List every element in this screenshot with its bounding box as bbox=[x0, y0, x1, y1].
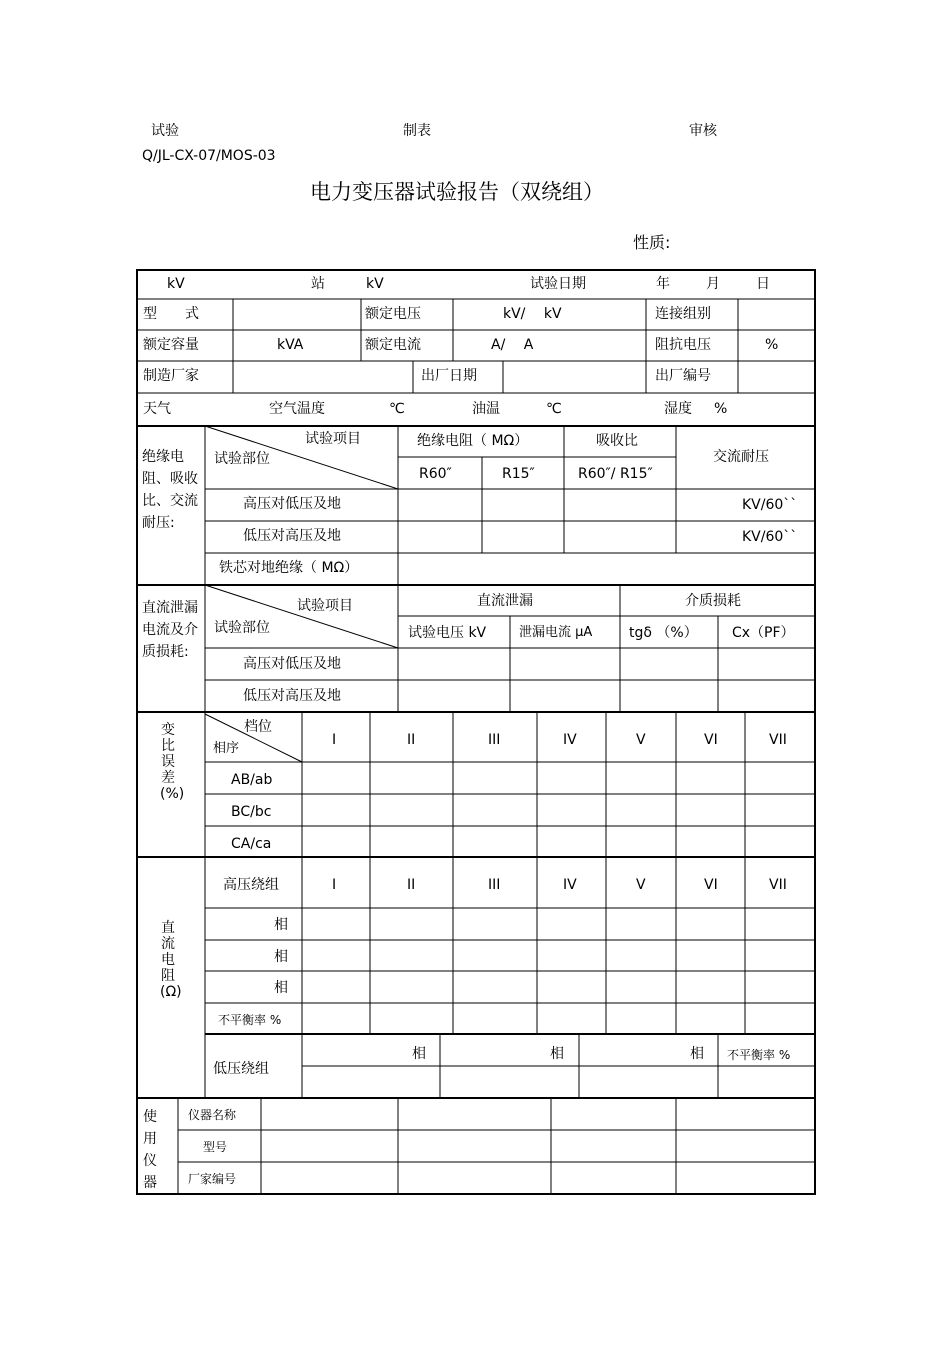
tap-VII: VII bbox=[769, 732, 787, 748]
insulation-hv-kv60: KV/60`` bbox=[742, 497, 798, 513]
instrument-serial-label: 厂家编号 bbox=[188, 1172, 237, 1186]
instrument-model-label: 型号 bbox=[203, 1140, 228, 1154]
r60-header: R60″ bbox=[419, 466, 452, 482]
oil-temp-unit: ℃ bbox=[546, 401, 562, 417]
ratio-row-ab: AB/ab bbox=[231, 772, 273, 788]
rated-current-label: 额定电流 bbox=[365, 337, 421, 353]
ratio-error-section-label: 变比误差(%) bbox=[160, 722, 185, 802]
day-label: 日 bbox=[756, 276, 770, 292]
r15-header: R15″ bbox=[502, 466, 535, 482]
ac-withstand-header: 交流耐压 bbox=[713, 449, 769, 465]
rated-capacity-unit: kVA bbox=[277, 337, 304, 353]
insulation-part-header: 试验部位 bbox=[214, 451, 270, 467]
page-title: 电力变压器试验报告（双绕组） bbox=[310, 180, 604, 204]
leakage-section-label: 直流泄漏电流及介质损耗: bbox=[142, 600, 198, 660]
dc-tap-IV: IV bbox=[563, 877, 577, 893]
impedance-voltage-label: 阻抗电压 bbox=[655, 337, 711, 353]
tap-II: II bbox=[407, 732, 416, 748]
instrument-name-label: 仪器名称 bbox=[188, 1108, 237, 1122]
oil-temp-label: 油温 bbox=[472, 401, 500, 417]
dc-tap-VII: VII bbox=[769, 877, 787, 893]
tap-I: I bbox=[332, 732, 337, 748]
rated-capacity-label: 额定容量 bbox=[143, 337, 199, 353]
air-temp-label: 空气温度 bbox=[269, 401, 325, 417]
leakage-hv-to-lv: 高压对低压及地 bbox=[243, 656, 341, 672]
leak-current-header: 泄漏电流 μA bbox=[519, 625, 593, 640]
ratio-row-ca: CA/ca bbox=[231, 836, 272, 852]
leakage-lv-to-hv: 低压对高压及地 bbox=[243, 688, 341, 704]
impedance-percent: % bbox=[765, 337, 779, 353]
dc-unbalance-label: 不平衡率 % bbox=[218, 1013, 282, 1027]
review-label: 审核 bbox=[689, 123, 717, 139]
lv-phase-1: 相 bbox=[412, 1046, 426, 1062]
cx-header: Cx（PF） bbox=[732, 625, 795, 641]
lv-unbalance-label: 不平衡率 % bbox=[727, 1048, 791, 1062]
dc-phase-1: 相 bbox=[274, 917, 288, 933]
dc-leakage-header: 直流泄漏 bbox=[477, 593, 533, 609]
air-temp-unit: ℃ bbox=[389, 401, 405, 417]
dielectric-loss-header: 介质损耗 bbox=[685, 593, 741, 609]
absorption-header: 吸收比 bbox=[596, 433, 638, 449]
rated-voltage-unit: kV/ kV bbox=[503, 306, 562, 322]
dc-phase-3: 相 bbox=[274, 980, 288, 996]
hv-winding-header: 高压绕组 bbox=[223, 877, 279, 893]
kv-label: kV bbox=[167, 276, 185, 292]
ratio-row-bc: BC/bc bbox=[231, 804, 272, 820]
humidity-unit: % bbox=[714, 401, 728, 417]
tap-header: 档位 bbox=[244, 719, 272, 735]
lv-phase-2: 相 bbox=[550, 1046, 564, 1062]
mfg-date-label: 出厂日期 bbox=[421, 368, 477, 384]
dc-tap-VI: VI bbox=[704, 877, 718, 893]
tg-delta-header: tgδ （%） bbox=[629, 625, 698, 641]
serial-no-label: 出厂编号 bbox=[655, 368, 711, 384]
test-voltage-header: 试验电压 kV bbox=[408, 625, 487, 641]
rated-voltage-label: 额定电压 bbox=[365, 306, 421, 322]
phase-header: 相序 bbox=[213, 741, 240, 756]
nature-label: 性质: bbox=[633, 233, 671, 252]
test-date-label: 试验日期 bbox=[530, 276, 586, 292]
leakage-item-header: 试验项目 bbox=[297, 598, 353, 614]
model-label: 型 式 bbox=[143, 306, 199, 322]
tap-III: III bbox=[488, 732, 501, 748]
insulation-hv-to-lv: 高压对低压及地 bbox=[243, 496, 341, 512]
leakage-part-header: 试验部位 bbox=[214, 620, 270, 636]
lv-winding-header: 低压绕组 bbox=[213, 1061, 269, 1077]
dc-tap-V: V bbox=[636, 877, 646, 893]
insulation-lv-to-hv: 低压对高压及地 bbox=[243, 528, 341, 544]
insulation-item-header: 试验项目 bbox=[305, 431, 361, 447]
lv-phase-3: 相 bbox=[690, 1046, 704, 1062]
tabulate-label: 制表 bbox=[403, 123, 431, 139]
insulation-lv-kv60: KV/60`` bbox=[742, 529, 798, 545]
instruments-section-label: 使用仪器 bbox=[143, 1109, 157, 1191]
dc-tap-I: I bbox=[332, 877, 337, 893]
tap-VI: VI bbox=[704, 732, 718, 748]
insulation-section-label: 绝缘电阻、吸收比、交流耐压: bbox=[142, 449, 198, 531]
tap-V: V bbox=[636, 732, 646, 748]
month-label: 月 bbox=[706, 276, 720, 292]
doc-code: Q/JL-CX-07/MOS-03 bbox=[142, 148, 276, 164]
insulation-resistance-header: 绝缘电阻（ MΩ） bbox=[417, 433, 529, 449]
manufacturer-label: 制造厂家 bbox=[143, 368, 199, 384]
humidity-label: 湿度 bbox=[664, 401, 692, 417]
weather-label: 天气 bbox=[143, 401, 171, 417]
dc-phase-2: 相 bbox=[274, 949, 288, 965]
station-label: 站 bbox=[311, 276, 325, 292]
ratio-header: R60″/ R15″ bbox=[578, 466, 653, 482]
dc-tap-II: II bbox=[407, 877, 416, 893]
connection-group-label: 连接组别 bbox=[655, 306, 711, 322]
tap-IV: IV bbox=[563, 732, 577, 748]
test-label: 试验 bbox=[151, 123, 179, 139]
core-insulation-label: 铁芯对地绝缘（ MΩ） bbox=[219, 560, 359, 576]
year-label: 年 bbox=[656, 276, 670, 292]
dc-tap-III: III bbox=[488, 877, 501, 893]
dc-resistance-section-label: 直流电阻(Ω) bbox=[160, 920, 182, 1000]
rated-current-unit: A/ A bbox=[491, 337, 534, 353]
kv-label-2: kV bbox=[366, 276, 384, 292]
